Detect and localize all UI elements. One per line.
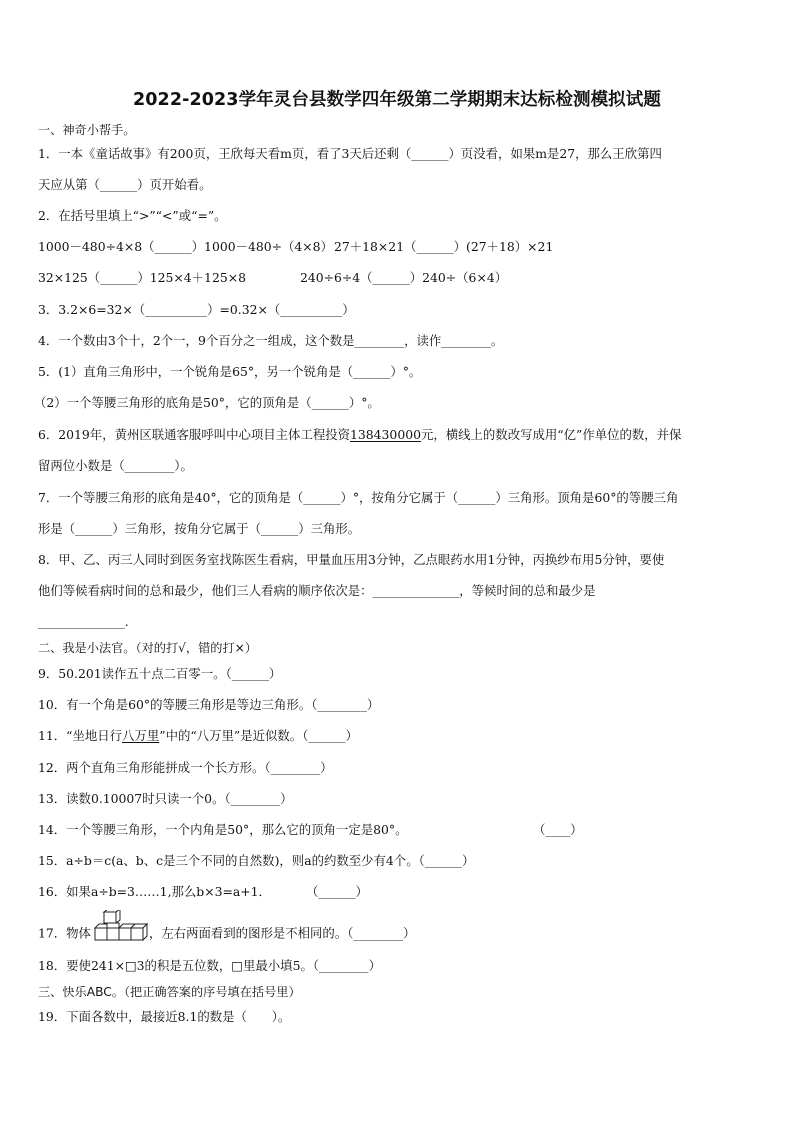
question-16: 16．如果a÷b=3……1,那么b×3=a+1． bbox=[38, 884, 271, 899]
question-2-expr-4: 240÷6÷4（______）240÷（6×4） bbox=[300, 270, 508, 285]
question-8-line-3: ______________. bbox=[38, 614, 129, 629]
question-6-underlined-number: 138430000 bbox=[350, 427, 421, 442]
page-title: 2022-2023学年灵台县数学四年级第二学期期末达标检测模拟试题 bbox=[133, 90, 661, 110]
question-2-expr-3: 32×125（______）125×4＋125×8 bbox=[38, 270, 246, 285]
question-11-text-end: ”中的“八万里”是近似数。（______） bbox=[159, 728, 358, 743]
section-heading-2: 二、我是小法官。（对的打√，错的打×） bbox=[38, 641, 258, 655]
question-5-part-1: 5．(1）直角三角形中，一个锐角是65°，另一个锐角是（______）°。 bbox=[38, 364, 422, 379]
question-7-line-1: 7．一个等腰三角形的底角是40°，它的顶角是（______）°，按角分它属于（______）三角形。顶角是60°的等腰三角 bbox=[38, 490, 679, 505]
question-16-blank: （______） bbox=[306, 884, 368, 899]
question-2: 2．在括号里填上“>”“<”或“=”。 bbox=[38, 208, 227, 223]
question-6-line-1 bbox=[38, 426, 681, 444]
question-11-text: 11．“坐地日行 bbox=[38, 728, 123, 743]
question-17-text-end: ，左右两面看到的图形是不相同的。（________） bbox=[148, 925, 416, 941]
question-15: 15．a÷b＝c(a、b、c是三个不同的自然数)，则a的约数至少有4个。（______） bbox=[38, 853, 475, 868]
section-heading-1: 一、神奇小帮手。 bbox=[38, 123, 136, 137]
question-6-text-end: 元，横线上的数改写成用“亿”作单位的数，并保 bbox=[420, 427, 682, 442]
question-12: 12．两个直角三角形能拼成一个长方形。（________） bbox=[38, 760, 333, 775]
question-6-text: 6．2019年，黄州区联通客服呼叫中心项目主体工程投资 bbox=[38, 427, 351, 442]
question-4: 4．一个数由3个十，2个一，9个百分之一组成，这个数是________，读作________。 bbox=[38, 333, 504, 348]
question-17-text: 17．物体 bbox=[38, 925, 91, 941]
question-7-line-2: 形是（______）三角形，按角分它属于（______）三角形。 bbox=[38, 521, 361, 536]
question-2-expr-2: 27＋18×21（______）(27＋18）×21 bbox=[334, 239, 554, 254]
question-1-line-1: 1．一本《童话故事》有200页，王欣每天看m页，看了3天后还剩（______）页没看，如果m是27，那么王欣第四 bbox=[38, 146, 662, 161]
question-11 bbox=[38, 727, 358, 745]
question-10: 10．有一个角是60°的等腰三角形是等边三角形。（________） bbox=[38, 697, 380, 712]
question-5-part-2: （2）一个等腰三角形的底角是50°，它的顶角是（______）°。 bbox=[34, 395, 380, 410]
question-6-line-2: 留两位小数是（________）。 bbox=[38, 458, 193, 473]
question-14-blank: （____） bbox=[533, 822, 583, 837]
question-19: 19．下面各数中，最接近8.1的数是（ ）。 bbox=[38, 1009, 291, 1024]
question-18: 18．要使241×□3的积是五位数，□里最小填5。（________） bbox=[38, 958, 381, 973]
question-3: 3．3.2×6=32×（__________）=0.32×（__________） bbox=[38, 302, 355, 317]
question-1-line-2: 天应从第（______）页开始看。 bbox=[38, 177, 212, 192]
question-17 bbox=[38, 910, 415, 958]
question-8-line-2: 他们等候看病时间的总和最少，他们三人看病的顺序依次是：______________，等候时间的总和最少是 bbox=[38, 583, 596, 598]
section-heading-3: 三、快乐ABC。（把正确答案的序号填在括号里） bbox=[38, 985, 301, 999]
question-11-underlined: 八万里 bbox=[122, 728, 160, 743]
cube-stack-image bbox=[92, 910, 148, 958]
question-13: 13．读数0.10007时只读一个0。（________） bbox=[38, 791, 293, 806]
question-8-line-1: 8．甲、乙、丙三人同时到医务室找陈医生看病，甲量血压用3分钟，乙点眼药水用1分钟，丙换纱布用5分钟，要使 bbox=[38, 552, 665, 567]
question-14: 14．一个等腰三角形，一个内角是50°，那么它的顶角一定是80°。 bbox=[38, 822, 408, 837]
question-2-expr-1: 1000－480÷4×8（______）1000－480÷（4×8） bbox=[38, 239, 333, 254]
question-9: 9．50.201读作五十点二百零一。（______） bbox=[38, 666, 282, 681]
